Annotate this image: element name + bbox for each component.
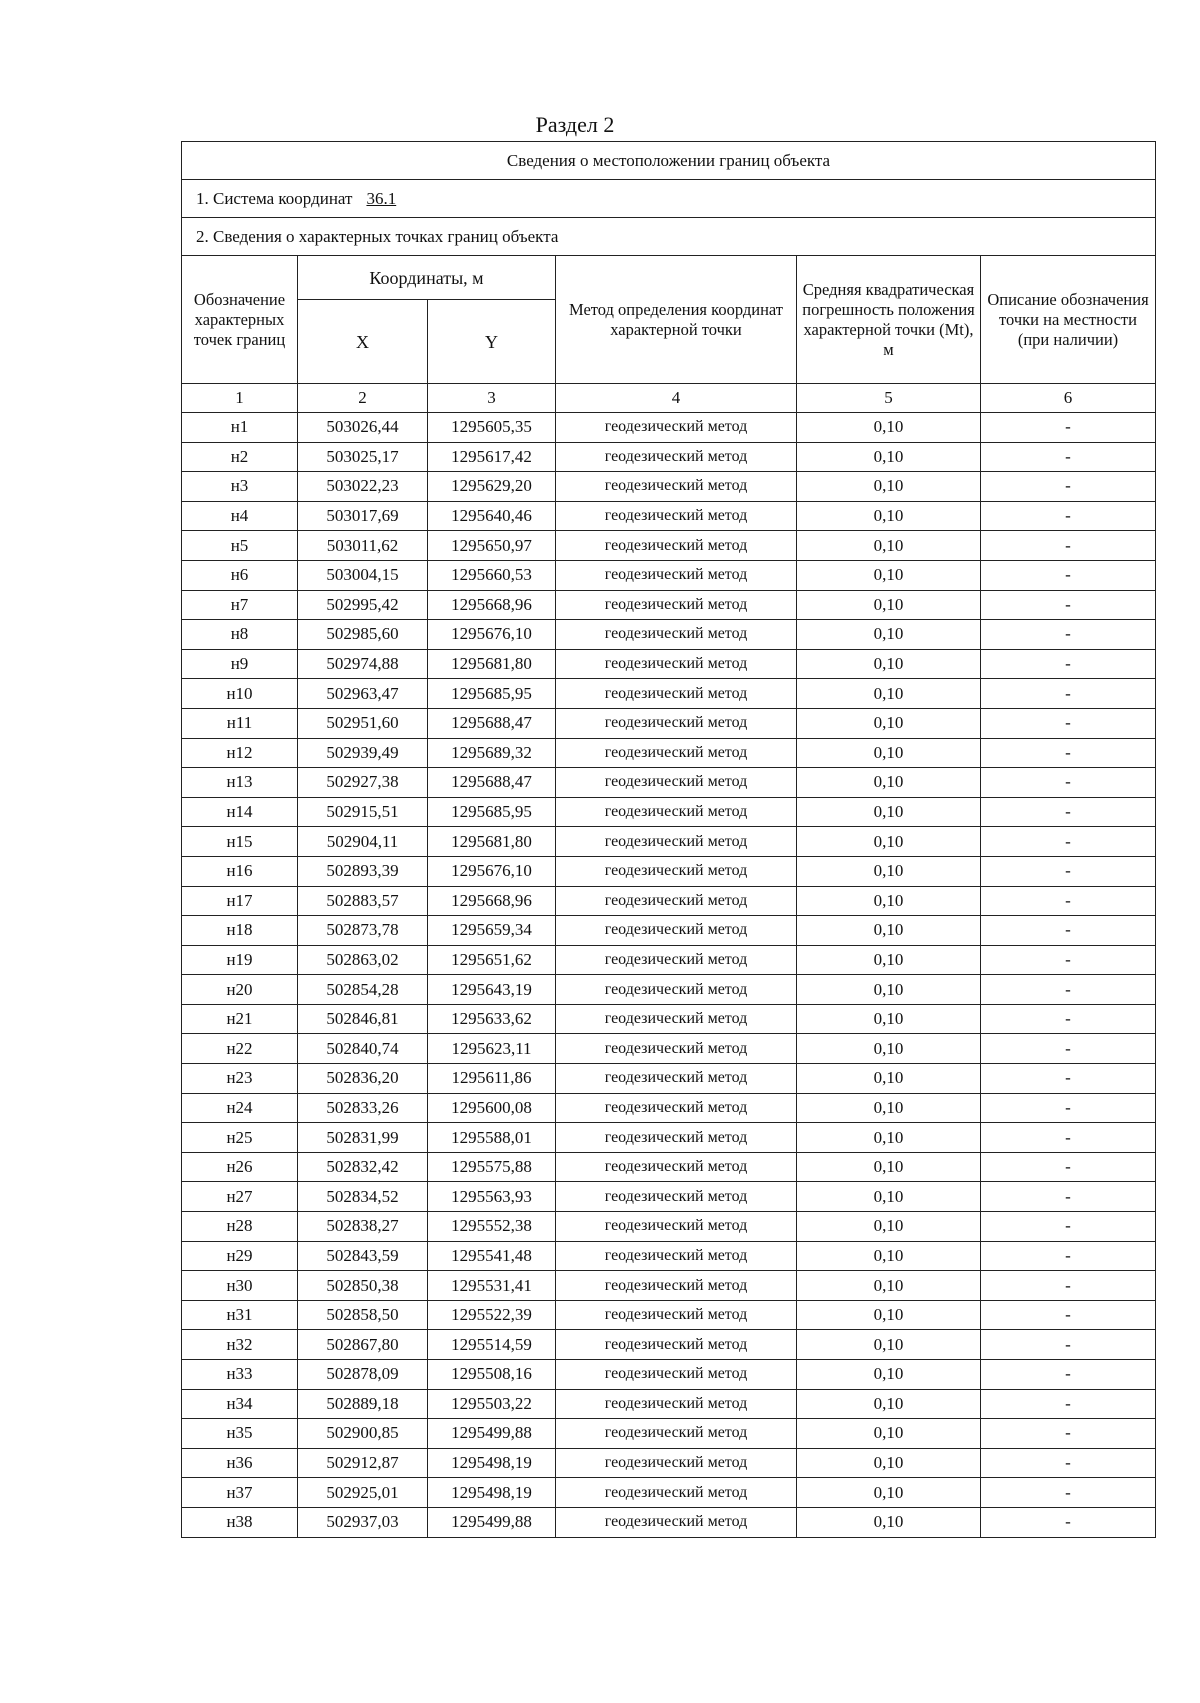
column-number: 4 <box>556 384 797 413</box>
mt-cell: 0,10 <box>797 738 981 768</box>
point-cell: н11 <box>182 708 298 738</box>
table-row <box>182 738 1156 768</box>
mt-cell: 0,10 <box>797 1152 981 1182</box>
description-cell: - <box>981 1064 1156 1094</box>
table-row <box>182 1271 1156 1301</box>
mt-cell: 0,10 <box>797 1004 981 1034</box>
method-cell: геодезический метод <box>556 797 797 827</box>
method-cell: геодезический метод <box>556 590 797 620</box>
description-cell: - <box>981 620 1156 650</box>
x-cell: 502850,38 <box>298 1271 428 1301</box>
point-cell: н23 <box>182 1064 298 1094</box>
y-cell: 1295681,80 <box>428 649 556 679</box>
boundary-points-table <box>181 141 1156 1538</box>
y-cell: 1295685,95 <box>428 679 556 709</box>
description-cell: - <box>981 1419 1156 1449</box>
method-cell: геодезический метод <box>556 1478 797 1508</box>
mt-cell: 0,10 <box>797 827 981 857</box>
column-number: 1 <box>182 384 298 413</box>
table-row <box>182 916 1156 946</box>
mt-cell: 0,10 <box>797 886 981 916</box>
mt-cell: 0,10 <box>797 1478 981 1508</box>
x-cell: 502846,81 <box>298 1004 428 1034</box>
mt-cell: 0,10 <box>797 1064 981 1094</box>
description-cell: - <box>981 1034 1156 1064</box>
point-cell: н21 <box>182 1004 298 1034</box>
mt-cell: 0,10 <box>797 560 981 590</box>
y-cell: 1295611,86 <box>428 1064 556 1094</box>
column-number: 5 <box>797 384 981 413</box>
x-cell: 502883,57 <box>298 886 428 916</box>
table-row <box>182 442 1156 472</box>
description-cell: - <box>981 708 1156 738</box>
table-row <box>182 1389 1156 1419</box>
x-cell: 502832,42 <box>298 1152 428 1182</box>
y-cell: 1295617,42 <box>428 442 556 472</box>
table-row <box>182 413 1156 443</box>
y-cell: 1295588,01 <box>428 1123 556 1153</box>
point-cell: н32 <box>182 1330 298 1360</box>
mt-cell: 0,10 <box>797 1093 981 1123</box>
y-cell: 1295629,20 <box>428 472 556 502</box>
point-cell: н1 <box>182 413 298 443</box>
y-cell: 1295668,96 <box>428 886 556 916</box>
point-cell: н19 <box>182 945 298 975</box>
description-cell: - <box>981 1330 1156 1360</box>
method-cell: геодезический метод <box>556 1419 797 1449</box>
point-cell: н25 <box>182 1123 298 1153</box>
x-cell: 502873,78 <box>298 916 428 946</box>
x-cell: 503025,17 <box>298 442 428 472</box>
description-cell: - <box>981 472 1156 502</box>
point-cell: н34 <box>182 1389 298 1419</box>
description-cell: - <box>981 738 1156 768</box>
mt-cell: 0,10 <box>797 413 981 443</box>
description-cell: - <box>981 1389 1156 1419</box>
y-cell: 1295659,34 <box>428 916 556 946</box>
description-cell: - <box>981 1093 1156 1123</box>
point-cell: н27 <box>182 1182 298 1212</box>
y-cell: 1295650,97 <box>428 531 556 561</box>
method-cell: геодезический метод <box>556 1448 797 1478</box>
method-cell: геодезический метод <box>556 708 797 738</box>
mt-cell: 0,10 <box>797 1330 981 1360</box>
table-row <box>182 1507 1156 1537</box>
method-cell: геодезический метод <box>556 1064 797 1094</box>
y-cell: 1295541,48 <box>428 1241 556 1271</box>
table-row <box>182 708 1156 738</box>
mt-cell: 0,10 <box>797 679 981 709</box>
method-cell: геодезический метод <box>556 649 797 679</box>
table-row <box>182 620 1156 650</box>
description-cell: - <box>981 1271 1156 1301</box>
description-cell: - <box>981 560 1156 590</box>
x-cell: 502858,50 <box>298 1300 428 1330</box>
point-cell: н17 <box>182 886 298 916</box>
mt-cell: 0,10 <box>797 1419 981 1449</box>
point-cell: н6 <box>182 560 298 590</box>
table-row <box>182 827 1156 857</box>
method-cell: геодезический метод <box>556 916 797 946</box>
mt-cell: 0,10 <box>797 590 981 620</box>
y-cell: 1295623,11 <box>428 1034 556 1064</box>
description-cell: - <box>981 501 1156 531</box>
x-cell: 502995,42 <box>298 590 428 620</box>
description-cell: - <box>981 886 1156 916</box>
y-cell: 1295640,46 <box>428 501 556 531</box>
x-cell: 503026,44 <box>298 413 428 443</box>
method-cell: геодезический метод <box>556 1034 797 1064</box>
x-cell: 502867,80 <box>298 1330 428 1360</box>
x-cell: 502878,09 <box>298 1360 428 1390</box>
description-cell: - <box>981 413 1156 443</box>
description-cell: - <box>981 945 1156 975</box>
point-cell: н37 <box>182 1478 298 1508</box>
method-cell: геодезический метод <box>556 560 797 590</box>
description-cell: - <box>981 1212 1156 1242</box>
mt-cell: 0,10 <box>797 975 981 1005</box>
description-cell: - <box>981 531 1156 561</box>
method-cell: геодезический метод <box>556 856 797 886</box>
y-cell: 1295600,08 <box>428 1093 556 1123</box>
y-cell: 1295563,93 <box>428 1182 556 1212</box>
table-row <box>182 1478 1156 1508</box>
method-cell: геодезический метод <box>556 975 797 1005</box>
table-row <box>182 1448 1156 1478</box>
mt-cell: 0,10 <box>797 856 981 886</box>
description-cell: - <box>981 1152 1156 1182</box>
y-cell: 1295660,53 <box>428 560 556 590</box>
mt-cell: 0,10 <box>797 620 981 650</box>
method-cell: геодезический метод <box>556 827 797 857</box>
point-cell: н31 <box>182 1300 298 1330</box>
y-cell: 1295688,47 <box>428 708 556 738</box>
method-cell: геодезический метод <box>556 1123 797 1153</box>
x-cell: 503022,23 <box>298 472 428 502</box>
method-cell: геодезический метод <box>556 1212 797 1242</box>
method-cell: геодезический метод <box>556 1241 797 1271</box>
coord-system-value: 36.1 <box>366 188 397 208</box>
point-cell: н24 <box>182 1093 298 1123</box>
y-cell: 1295689,32 <box>428 738 556 768</box>
y-cell: 1295676,10 <box>428 856 556 886</box>
table-row <box>182 1152 1156 1182</box>
method-cell: геодезический метод <box>556 1182 797 1212</box>
description-cell: - <box>981 590 1156 620</box>
description-cell: - <box>981 1004 1156 1034</box>
x-cell: 502915,51 <box>298 797 428 827</box>
header-y: Y <box>428 300 556 384</box>
x-cell: 503004,15 <box>298 560 428 590</box>
point-cell: н30 <box>182 1271 298 1301</box>
table-row <box>182 560 1156 590</box>
table-row <box>182 1034 1156 1064</box>
x-cell: 503011,62 <box>298 531 428 561</box>
x-cell: 502836,20 <box>298 1064 428 1094</box>
x-cell: 502854,28 <box>298 975 428 1005</box>
point-cell: н28 <box>182 1212 298 1242</box>
table-row <box>182 768 1156 798</box>
description-cell: - <box>981 975 1156 1005</box>
point-cell: н33 <box>182 1360 298 1390</box>
point-cell: н18 <box>182 916 298 946</box>
table-row <box>182 1182 1156 1212</box>
table-row <box>182 472 1156 502</box>
point-cell: н38 <box>182 1507 298 1537</box>
method-cell: геодезический метод <box>556 886 797 916</box>
point-cell: н7 <box>182 590 298 620</box>
mt-cell: 0,10 <box>797 531 981 561</box>
header-designation: Обозначение характерных точек границ <box>182 256 298 384</box>
method-cell: геодезический метод <box>556 679 797 709</box>
description-cell: - <box>981 1182 1156 1212</box>
section-title: Раздел 2 <box>535 112 615 137</box>
mt-cell: 0,10 <box>797 708 981 738</box>
mt-cell: 0,10 <box>797 945 981 975</box>
method-cell: геодезический метод <box>556 1093 797 1123</box>
mt-cell: 0,10 <box>797 1389 981 1419</box>
table-row <box>182 1212 1156 1242</box>
point-cell: н3 <box>182 472 298 502</box>
header-method: Метод определения координат характерной точки <box>556 256 797 384</box>
mt-cell: 0,10 <box>797 1271 981 1301</box>
description-cell: - <box>981 1507 1156 1537</box>
table-row <box>182 945 1156 975</box>
table-row <box>182 590 1156 620</box>
method-cell: геодезический метод <box>556 442 797 472</box>
header-error: Средняя квадратическая погрешность положения характерной точки (Mt), м <box>797 256 981 384</box>
table-row <box>182 649 1156 679</box>
mt-cell: 0,10 <box>797 1300 981 1330</box>
point-cell: н5 <box>182 531 298 561</box>
method-cell: геодезический метод <box>556 413 797 443</box>
x-cell: 502900,85 <box>298 1419 428 1449</box>
description-cell: - <box>981 827 1156 857</box>
description-cell: - <box>981 679 1156 709</box>
point-cell: н22 <box>182 1034 298 1064</box>
method-cell: геодезический метод <box>556 1507 797 1537</box>
point-cell: н16 <box>182 856 298 886</box>
header-x: X <box>298 300 428 384</box>
table-row <box>182 1093 1156 1123</box>
y-cell: 1295503,22 <box>428 1389 556 1419</box>
column-number: 6 <box>981 384 1156 413</box>
y-cell: 1295651,62 <box>428 945 556 975</box>
method-cell: геодезический метод <box>556 472 797 502</box>
description-cell: - <box>981 916 1156 946</box>
y-cell: 1295514,59 <box>428 1330 556 1360</box>
point-cell: н15 <box>182 827 298 857</box>
table-title: Сведения о местоположении границ объекта <box>182 142 1156 180</box>
description-cell: - <box>981 442 1156 472</box>
method-cell: геодезический метод <box>556 531 797 561</box>
description-cell: - <box>981 1478 1156 1508</box>
coord-system-label: 1. Система координат <box>196 188 353 208</box>
table-row <box>182 975 1156 1005</box>
method-cell: геодезический метод <box>556 1389 797 1419</box>
points-label-row <box>182 218 1156 256</box>
x-cell: 502831,99 <box>298 1123 428 1153</box>
method-cell: геодезический метод <box>556 1360 797 1390</box>
y-cell: 1295575,88 <box>428 1152 556 1182</box>
x-cell: 502925,01 <box>298 1478 428 1508</box>
point-cell: н10 <box>182 679 298 709</box>
method-cell: геодезический метод <box>556 1271 797 1301</box>
y-cell: 1295508,16 <box>428 1360 556 1390</box>
mt-cell: 0,10 <box>797 1212 981 1242</box>
description-cell: - <box>981 856 1156 886</box>
table-row <box>182 1241 1156 1271</box>
x-cell: 502985,60 <box>298 620 428 650</box>
table-row <box>182 1123 1156 1153</box>
table-title-row <box>182 142 1156 180</box>
table-row <box>182 1419 1156 1449</box>
x-cell: 502843,59 <box>298 1241 428 1271</box>
mt-cell: 0,10 <box>797 1360 981 1390</box>
table-row <box>182 531 1156 561</box>
point-cell: н8 <box>182 620 298 650</box>
mt-cell: 0,10 <box>797 1123 981 1153</box>
x-cell: 502838,27 <box>298 1212 428 1242</box>
description-cell: - <box>981 1360 1156 1390</box>
description-cell: - <box>981 1241 1156 1271</box>
point-cell: н35 <box>182 1419 298 1449</box>
method-cell: геодезический метод <box>556 620 797 650</box>
y-cell: 1295668,96 <box>428 590 556 620</box>
mt-cell: 0,10 <box>797 797 981 827</box>
point-cell: н14 <box>182 797 298 827</box>
x-cell: 502889,18 <box>298 1389 428 1419</box>
point-cell: н12 <box>182 738 298 768</box>
column-number: 2 <box>298 384 428 413</box>
y-cell: 1295522,39 <box>428 1300 556 1330</box>
x-cell: 502974,88 <box>298 649 428 679</box>
coord-system-row <box>182 180 1156 218</box>
method-cell: геодезический метод <box>556 945 797 975</box>
table-row <box>182 501 1156 531</box>
table-row <box>182 886 1156 916</box>
point-cell: н26 <box>182 1152 298 1182</box>
y-cell: 1295531,41 <box>428 1271 556 1301</box>
method-cell: геодезический метод <box>556 1300 797 1330</box>
x-cell: 502840,74 <box>298 1034 428 1064</box>
description-cell: - <box>981 1300 1156 1330</box>
mt-cell: 0,10 <box>797 768 981 798</box>
description-cell: - <box>981 1448 1156 1478</box>
description-cell: - <box>981 1123 1156 1153</box>
method-cell: геодезический метод <box>556 1330 797 1360</box>
x-cell: 502904,11 <box>298 827 428 857</box>
mt-cell: 0,10 <box>797 442 981 472</box>
method-cell: геодезический метод <box>556 768 797 798</box>
header-coordinates: Координаты, м <box>298 256 556 300</box>
point-cell: н29 <box>182 1241 298 1271</box>
points-label: 2. Сведения о характерных точках границ объекта <box>182 218 1156 256</box>
description-cell: - <box>981 768 1156 798</box>
description-cell: - <box>981 649 1156 679</box>
x-cell: 502951,60 <box>298 708 428 738</box>
y-cell: 1295688,47 <box>428 768 556 798</box>
method-cell: геодезический метод <box>556 1004 797 1034</box>
y-cell: 1295633,62 <box>428 1004 556 1034</box>
point-cell: н4 <box>182 501 298 531</box>
y-cell: 1295552,38 <box>428 1212 556 1242</box>
table-row <box>182 679 1156 709</box>
mt-cell: 0,10 <box>797 1448 981 1478</box>
mt-cell: 0,10 <box>797 649 981 679</box>
mt-cell: 0,10 <box>797 1182 981 1212</box>
x-cell: 502834,52 <box>298 1182 428 1212</box>
mt-cell: 0,10 <box>797 1241 981 1271</box>
table-row <box>182 1064 1156 1094</box>
x-cell: 502833,26 <box>298 1093 428 1123</box>
mt-cell: 0,10 <box>797 472 981 502</box>
table-row <box>182 856 1156 886</box>
y-cell: 1295676,10 <box>428 620 556 650</box>
header-description: Описание обозначения точки на местности (при наличии) <box>981 256 1156 384</box>
x-cell: 503017,69 <box>298 501 428 531</box>
x-cell: 502927,38 <box>298 768 428 798</box>
x-cell: 502963,47 <box>298 679 428 709</box>
mt-cell: 0,10 <box>797 1034 981 1064</box>
y-cell: 1295605,35 <box>428 413 556 443</box>
point-cell: н9 <box>182 649 298 679</box>
y-cell: 1295499,88 <box>428 1419 556 1449</box>
table-row <box>182 1300 1156 1330</box>
description-cell: - <box>981 797 1156 827</box>
x-cell: 502939,49 <box>298 738 428 768</box>
mt-cell: 0,10 <box>797 916 981 946</box>
y-cell: 1295499,88 <box>428 1507 556 1537</box>
x-cell: 502912,87 <box>298 1448 428 1478</box>
y-cell: 1295498,19 <box>428 1478 556 1508</box>
x-cell: 502863,02 <box>298 945 428 975</box>
table-row <box>182 797 1156 827</box>
header-row-1 <box>182 256 1156 300</box>
method-cell: геодезический метод <box>556 1152 797 1182</box>
table-row <box>182 1004 1156 1034</box>
table-row <box>182 1330 1156 1360</box>
point-cell: н13 <box>182 768 298 798</box>
table-row <box>182 1360 1156 1390</box>
point-cell: н36 <box>182 1448 298 1478</box>
y-cell: 1295681,80 <box>428 827 556 857</box>
mt-cell: 0,10 <box>797 1507 981 1537</box>
column-number: 3 <box>428 384 556 413</box>
x-cell: 502937,03 <box>298 1507 428 1537</box>
y-cell: 1295643,19 <box>428 975 556 1005</box>
method-cell: геодезический метод <box>556 738 797 768</box>
point-cell: н2 <box>182 442 298 472</box>
y-cell: 1295498,19 <box>428 1448 556 1478</box>
method-cell: геодезический метод <box>556 501 797 531</box>
y-cell: 1295685,95 <box>428 797 556 827</box>
mt-cell: 0,10 <box>797 501 981 531</box>
column-numbers-row <box>182 384 1156 413</box>
x-cell: 502893,39 <box>298 856 428 886</box>
point-cell: н20 <box>182 975 298 1005</box>
